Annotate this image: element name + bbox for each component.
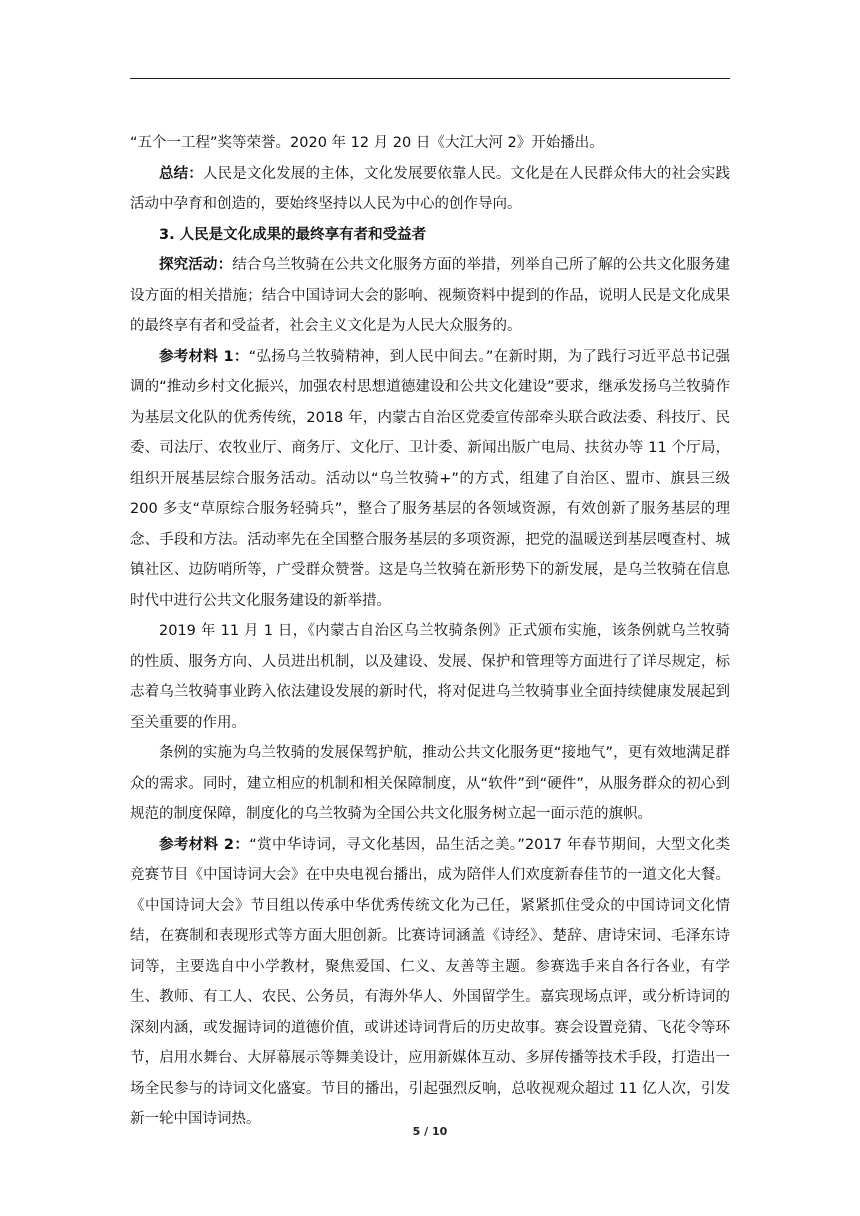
paragraph-material-1 — [130, 342, 730, 617]
paragraph-activity — [130, 250, 730, 342]
paragraph-text: “弘扬乌兰牧骑精神，到人民中间去。”在新时期，为了践行习近平总书记强调的“推动乡村文化振兴，加强农村思想道德建设和公共文化建设”要求，继承发扬乌兰牧骑作为基层文化队的优秀传统，2018 年，内蒙古自治区党委宣传部牵头联合政法委、科技厅、民委、司法厅、农牧业厅、商务厅、文化厅、卫计委、新闻出版广电局、扶贫办等 11 个厅局，组织开展基层综合服务活动。活动以“乌兰牧骑+”的方式，组建了自治区、盟市、旗县三级 200 多支“草原综合服务轻骑兵”，整合了服务基层的各领域资源，有效创新了服务基层的理念、手段和方法。活动率先在全国整合服务基层的多项资源，把党的温暖送到基层嘎查村、城镇社区、边防哨所等，广受群众赞誉。这是乌兰牧骑在新形势下的新发展，是乌兰牧骑在信息时代中进行公共文化服务建设的新举措。 — [130, 348, 730, 609]
paragraph-award-continuation — [130, 128, 730, 159]
paragraph-text: 结合乌兰牧骑在公共文化服务方面的举措，列举自己所了解的公共文化服务建设方面的相关措施；结合中国诗词大会的影响、视频资料中提到的作品，说明人民是文化成果的最终享有者和受益者，社会主义文化是为人民大众服务的。 — [130, 257, 731, 334]
document-body — [130, 128, 730, 1135]
material-1-label: 参考材料 1： — [159, 348, 249, 365]
section-heading — [130, 220, 730, 251]
paragraph-text: 条例的实施为乌兰牧骑的发展保驾护航，推动公共文化服务更“接地气”，更有效地满足群众的需求。同时，建立相应的机制和相关保障制度，从“软件”到“硬件”，从服务群众的初心到规范的制度保障，制度化的乌兰牧骑为全国公共文化服务树立起一面示范的旗帜。 — [130, 745, 730, 822]
paragraph-regulation-effect — [130, 738, 730, 830]
header-rule — [130, 78, 730, 79]
paragraph-material-2 — [130, 830, 730, 1135]
paragraph-regulation — [130, 616, 730, 738]
page-number: 5 / 10 — [412, 1125, 448, 1138]
paragraph-text: “赏中华诗词，寻文化基因，品生活之美。”2017 年春节期间，大型文化类竞赛节目《中国诗词大会》在中央电视台播出，成为陪伴人们欢度新春佳节的一道文化大餐。《中国诗词大会》节目组以传承中华优秀传统文化为己任，紧紧抓住受众的中国诗词文化情结，在赛制和表现形式等方面大胆创新。比赛诗词涵盖《诗经》、楚辞、唐诗宋词、毛泽东诗词等，主要选自中小学教材，聚焦爱国、仁义、友善等主题。参赛选手来自各行各业，有学生、教师、有工人、农民、公务员，有海外华人、外国留学生。嘉宾现场点评，或分析诗词的深刻内涵，或发掘诗词的道德价值，或讲述诗词背后的历史故事。赛会设置竞猜、飞花令等环节，启用水舞台、大屏幕展示等舞美设计，应用新媒体互动、多屏传播等技术手段，打造出一场全民参与的诗词文化盛宴。节目的播出，引起强烈反响，总收视观众超过 11 亿人次，引发新一轮中国诗词热。 — [130, 836, 730, 1127]
activity-label: 探究活动： — [159, 257, 233, 273]
paragraph-text: “五个一工程”奖等荣誉。2020 年 12 月 20 日《大江大河 2》开始播出。 — [130, 135, 604, 151]
paragraph-summary — [130, 159, 730, 220]
summary-label: 总结： — [159, 165, 203, 182]
material-2-label: 参考材料 2： — [159, 836, 250, 853]
section-heading-text: 3. 人民是文化成果的最终享有者和受益者 — [159, 226, 427, 243]
paragraph-text: 人民是文化发展的主体，文化发展要依靠人民。文化是在人民群众伟大的社会实践活动中孕育和创造的，要始终坚持以人民为中心的创作导向。 — [130, 165, 730, 212]
paragraph-text: 2019 年 11 月 1 日，《内蒙古自治区乌兰牧骑条例》正式颁布实施，该条例就乌兰牧骑的性质、服务方向、人员进出机制，以及建设、发展、保护和管理等方面进行了详尽规定，标志着乌兰牧骑事业跨入依法建设发展的新时代，将对促进乌兰牧骑事业全面持续健康发展起到至关重要的作用。 — [130, 623, 730, 731]
